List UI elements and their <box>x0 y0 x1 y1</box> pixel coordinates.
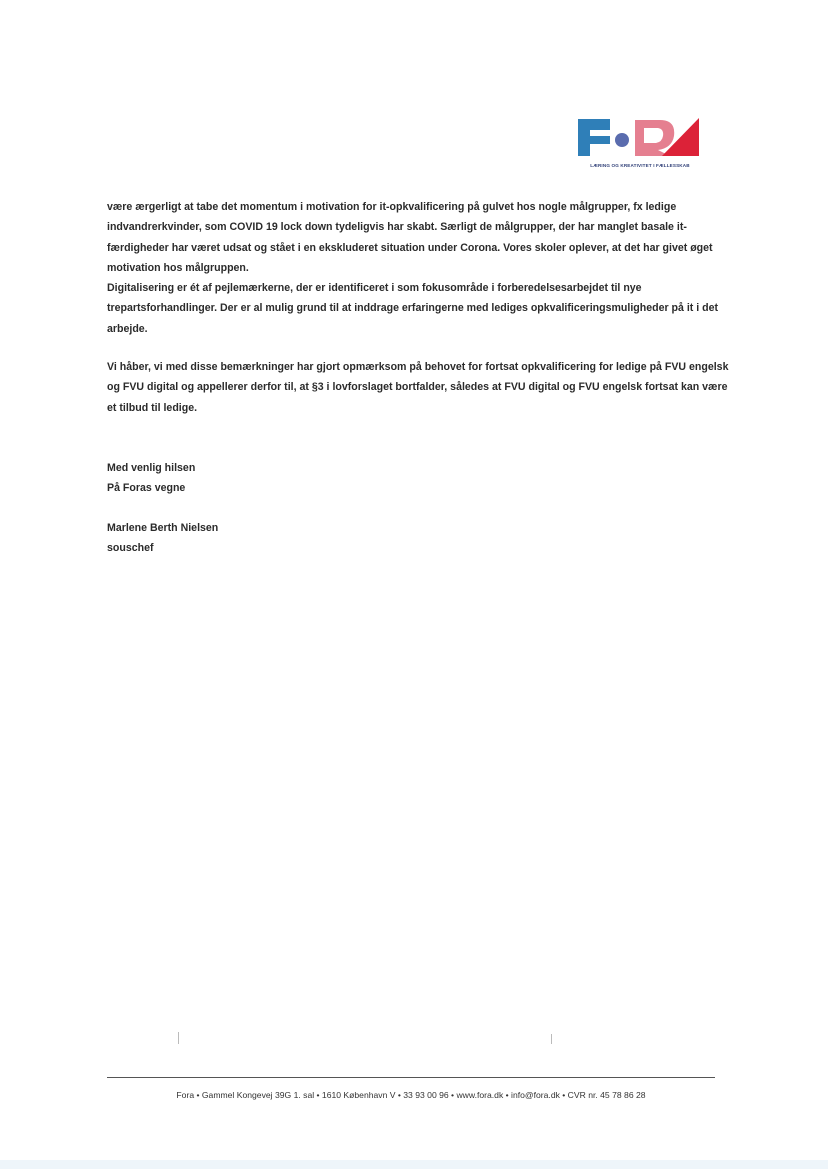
body-paragraph-1 <box>107 197 717 339</box>
body-line: Digitalisering er ét af pejlemærkerne, der er identificeret i som fokusområde i forberedelsesarbejdet til nye <box>107 282 642 295</box>
body-paragraph-2 <box>107 357 729 418</box>
body-line: være ærgerligt at tabe det momentum i motivation for it-opkvalificering på gulvet hos nogle målgrupper, fx ledige <box>107 201 677 213</box>
signature-name: Marlene Berth Nielsen <box>107 522 219 534</box>
body-line: og FVU digital og appellerer derfor til, at §3 i lovforslaget bortfalder, således at FVU digital og FVU engelsk fortsat kan være <box>107 381 728 394</box>
closing-on-behalf: På Foras vegne <box>107 482 186 495</box>
signature <box>107 518 717 559</box>
scan-mark <box>551 1034 552 1044</box>
scan-edge <box>0 1160 828 1169</box>
body-line: færdigheder har været udsat og stået i en ekskluderet situation under Corona. Vores skoler oplever, at det har givet øget <box>107 241 713 254</box>
body-line: motivation hos målgruppen. <box>107 261 249 274</box>
body-line: Vi håber, vi med disse bemærkninger har gjort opmærksom på behovet for fortsat opkvalificering for ledige på FVU engelsk <box>107 361 729 373</box>
body-line: indvandrerkvinder, som COVID 19 lock down tydeligvis har skabt. Særligt de målgrupper, der har manglet basale it- <box>107 221 687 234</box>
scan-mark <box>178 1032 179 1044</box>
logo-tagline: LÆRING OG KREATIVITET I FÆLLESSKAB <box>590 163 690 168</box>
fora-logo-mark <box>578 118 702 162</box>
signature-title: souschef <box>107 542 154 555</box>
footer-contact: Fora • Gammel Kongevej 39G 1. sal • 1610 København V • 33 93 00 96 • www.fora.dk • info@fora.dk • CVR nr. 45 78 86 28 <box>176 1090 646 1100</box>
body-line: arbejde. <box>107 322 148 335</box>
closing-greeting: Med venlig hilsen <box>107 462 196 474</box>
body-line: trepartsforhandlinger. Der er al mulig grund til at inddrage erfaringerne med lediges opkvalificeringsmuligheder på it i det <box>107 302 719 315</box>
body-line: et tilbud til ledige. <box>107 401 198 414</box>
closing <box>107 458 717 499</box>
fora-logo <box>578 118 702 174</box>
footer-divider <box>107 1077 715 1078</box>
